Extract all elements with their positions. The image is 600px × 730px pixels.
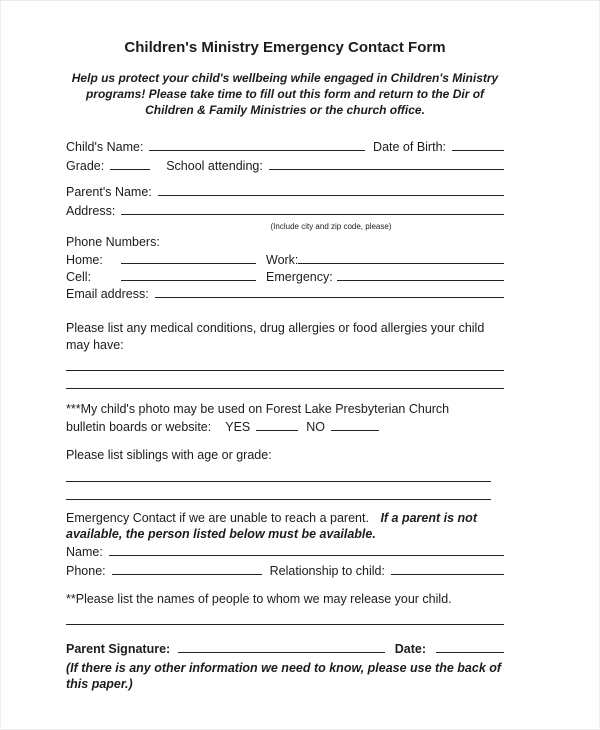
address-note: (Include city and zip code, please) [270,222,392,231]
siblings-section [66,447,504,500]
footer-note: (If there is any other information we need to know, please use the back of this paper.) [66,661,502,691]
intro-line-1: Help us protect your child's wellbeing while engaged in Children's Ministry [71,71,499,85]
email-label: Email address: [66,287,149,301]
siblings-prompt: Please list siblings with age or grade: [66,448,272,462]
relationship-label: Relationship to child: [269,563,385,578]
relationship-blank [391,562,504,575]
photo-consent-label: bulletin boards or website: [66,419,212,434]
date-of-birth-blank [452,138,504,151]
signature-row [66,639,504,659]
medical-section [66,320,504,389]
cell-emergency-row [66,268,504,285]
grade-school-row [66,157,504,176]
address-blank [121,202,504,215]
release-blank-line [66,607,504,625]
yes-label: YES [225,419,251,434]
intro-text [66,70,504,118]
parent-name-blank [158,183,504,196]
intro-line-2: programs! Please take time to fill out this form and return to the Dir of [85,87,485,101]
contact-phone-row [66,562,504,581]
child-name-label: Child's Name: [66,140,144,154]
child-name-blank [149,138,365,151]
email-blank [155,285,504,298]
school-blank [269,157,504,170]
email-row [66,285,504,302]
siblings-blank-line-1 [66,464,491,482]
medical-blank-line-2 [66,371,504,389]
medical-blank-line-1 [66,353,504,371]
page-title: Children's Ministry Emergency Contact Form [124,39,446,56]
date-of-birth-label: Date of Birth: [373,140,446,154]
phone-numbers-label: Phone Numbers: [66,235,160,249]
emergency-phone-blank [337,268,504,281]
contact-name-row [66,543,504,562]
parent-signature-blank [178,640,385,653]
work-label: Work: [266,253,299,267]
emergency-contact-text: Emergency Contact if we are unable to reach a parent. [66,510,369,525]
home-label: Home: [66,253,103,267]
grade-blank [110,157,150,170]
no-blank [331,418,379,431]
grade-label: Grade: [66,159,105,173]
address-label: Address: [66,204,116,218]
emergency-contact-section [66,510,504,581]
parent-name-row [66,183,504,202]
parent-signature-label: Parent Signature: [66,642,171,656]
date-blank [436,640,504,653]
emergency-contact-line1 [66,510,504,527]
photo-consent-line1: ***My child's photo may be used on Forest Lake Presbyterian Church [66,402,450,416]
address-row [66,202,504,221]
photo-consent-line2 [66,418,504,436]
contact-name-label: Name: [66,544,103,559]
home-work-row [66,251,504,268]
contact-phone-blank [112,562,262,575]
cell-blank [121,268,256,281]
photo-consent-section [66,401,504,435]
emergency-contact-italic-2: available, the person listed below must be available. [66,527,376,541]
medical-prompt-line2: may have: [66,337,124,352]
parent-name-label: Parent's Name: [66,185,152,199]
emergency-contact-italic-1: If a parent is not [380,510,477,525]
cell-label: Cell: [66,270,92,284]
child-name-row [66,138,504,157]
medical-prompt-line1: Please list any medical conditions, drug allergies or food allergies your child [66,321,485,335]
home-blank [121,251,256,264]
yes-blank [256,418,298,431]
date-label: Date: [394,642,426,656]
emergency-phone-label: Emergency: [266,270,333,284]
phone-numbers-heading [66,234,504,251]
work-blank [298,251,504,264]
release-prompt: **Please list the names of people to whom we may release your child. [66,591,452,606]
release-section [66,591,504,626]
intro-line-3: Children & Family Ministries or the church office. [145,103,425,117]
school-label: School attending: [166,159,263,173]
no-label: NO [306,419,325,434]
contact-phone-label: Phone: [66,563,106,578]
siblings-blank-line-2 [66,482,491,500]
contact-name-blank [109,543,504,556]
